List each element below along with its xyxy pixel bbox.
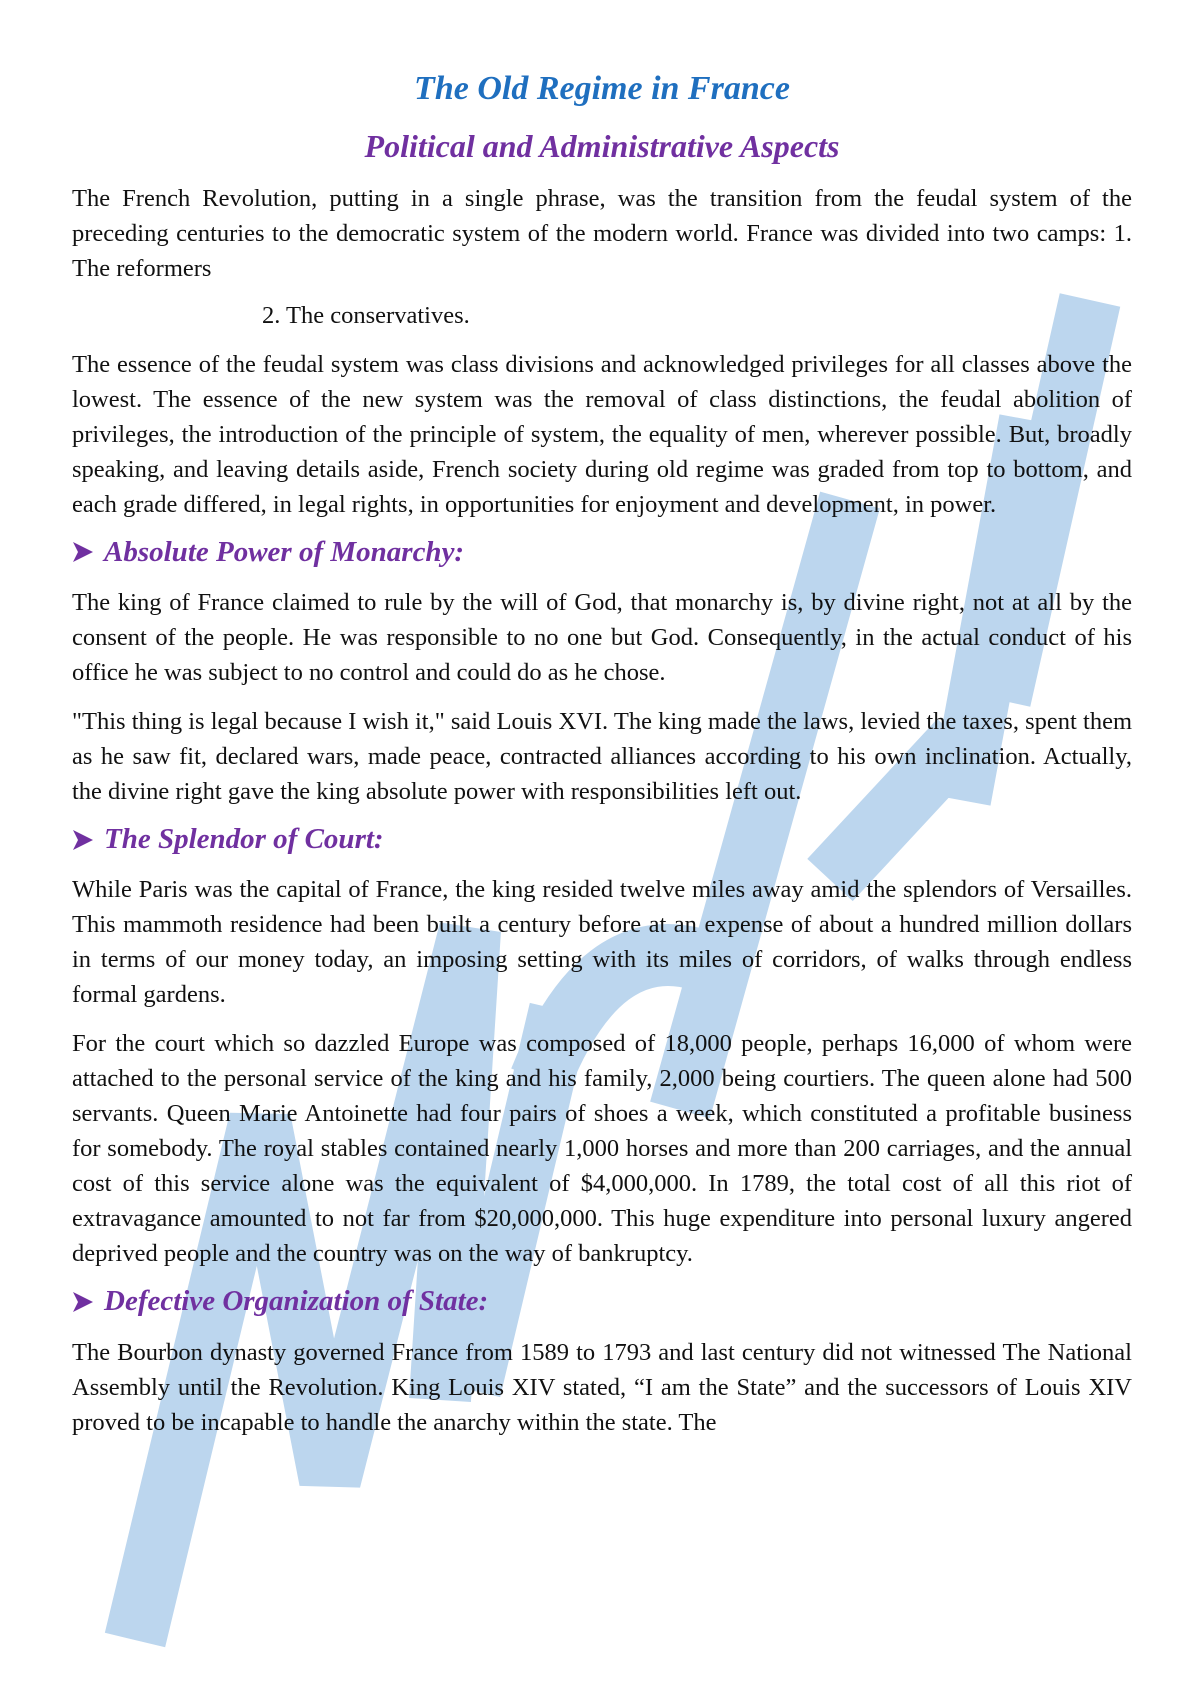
section-heading-text: Defective Organization of State: <box>104 1285 489 1318</box>
arrowhead-bullet-icon <box>72 541 94 563</box>
section-heading-absolute-power <box>72 536 1132 569</box>
section-paragraph: "This thing is legal because I wish it," said Louis XVI. The king made the laws, levied the taxes, spent them as he saw fit, declared wars, made peace, contracted alliances according to his own inclination. Actually, the divine right gave the king absolute power with responsibilities left out. <box>72 707 1132 805</box>
section-paragraph: While Paris was the capital of France, the king resided twelve miles away amid the splendors of Versailles. This mammoth residence had been built a century before at an expense of about a hundred million dollars in terms of our money today, an imposing setting with its miles of corridors, of walks through endless formal gardens. <box>72 876 1132 1009</box>
section-heading-text: The Splendor of Court: <box>104 822 384 855</box>
section-heading-splendor <box>72 823 1132 856</box>
arrowhead-bullet-icon <box>72 1291 94 1313</box>
section-paragraph: The king of France claimed to rule by the will of God, that monarchy is, by divine right, not at all by the consent of the people. He was responsible to no one but God. Consequently, in the actual conduct of his office he was subject to no control and could do as he chose. <box>72 588 1132 686</box>
section-heading-text: Absolute Power of Monarchy: <box>104 535 465 568</box>
intro-paragraph-1: The French Revolution, putting in a single phrase, was the transition from the feudal system of the preceding centuries to the democratic system of the modern world. France was divided into two camps: 1. The reformers <box>72 184 1132 282</box>
intro-paragraph-2: The essence of the feudal system was class divisions and acknowledged privileges for all classes above the lowest. The essence of the new system was the removal of class distinctions, the feudal abolition of privileges, the introduction of the principle of system, the equality of men, wherever possible. But, broadly speaking, and leaving details aside, French society during old regime was graded from top to bottom, and each grade differed, in legal rights, in opportunities for enjoyment and development, in power. <box>72 350 1132 518</box>
page-title: The Old Regime in France <box>414 70 790 107</box>
intro-list-item-2: 2. The conservatives. <box>262 301 470 329</box>
section-paragraph: For the court which so dazzled Europe was composed of 18,000 people, perhaps 16,000 of whom were attached to the personal service of the king and his family, 2,000 being courtiers. The queen alone had 500 servants. Queen Marie Antoinette had four pairs of shoes a week, which constituted a profitable business for somebody. The royal stables contained nearly 1,000 horses and more than 200 carriages, and the annual cost of this service alone was the equivalent of $4,000,000. In 1789, the total cost of all this riot of extravagance amounted to not far from $20,000,000. This huge expenditure into personal luxury angered deprived people and the country was on the way of bankruptcy. <box>72 1030 1132 1268</box>
section-paragraph: The Bourbon dynasty governed France from 1589 to 1793 and last century did not witnessed The National Assembly until the Revolution. King Louis XIV stated, “I am the State” and the successors of Louis XIV proved to be incapable to handle the anarchy within the state. The <box>72 1338 1132 1436</box>
page-subtitle: Political and Administrative Aspects <box>364 128 840 165</box>
section-heading-defective-organization <box>72 1285 1132 1318</box>
arrowhead-bullet-icon <box>72 829 94 851</box>
